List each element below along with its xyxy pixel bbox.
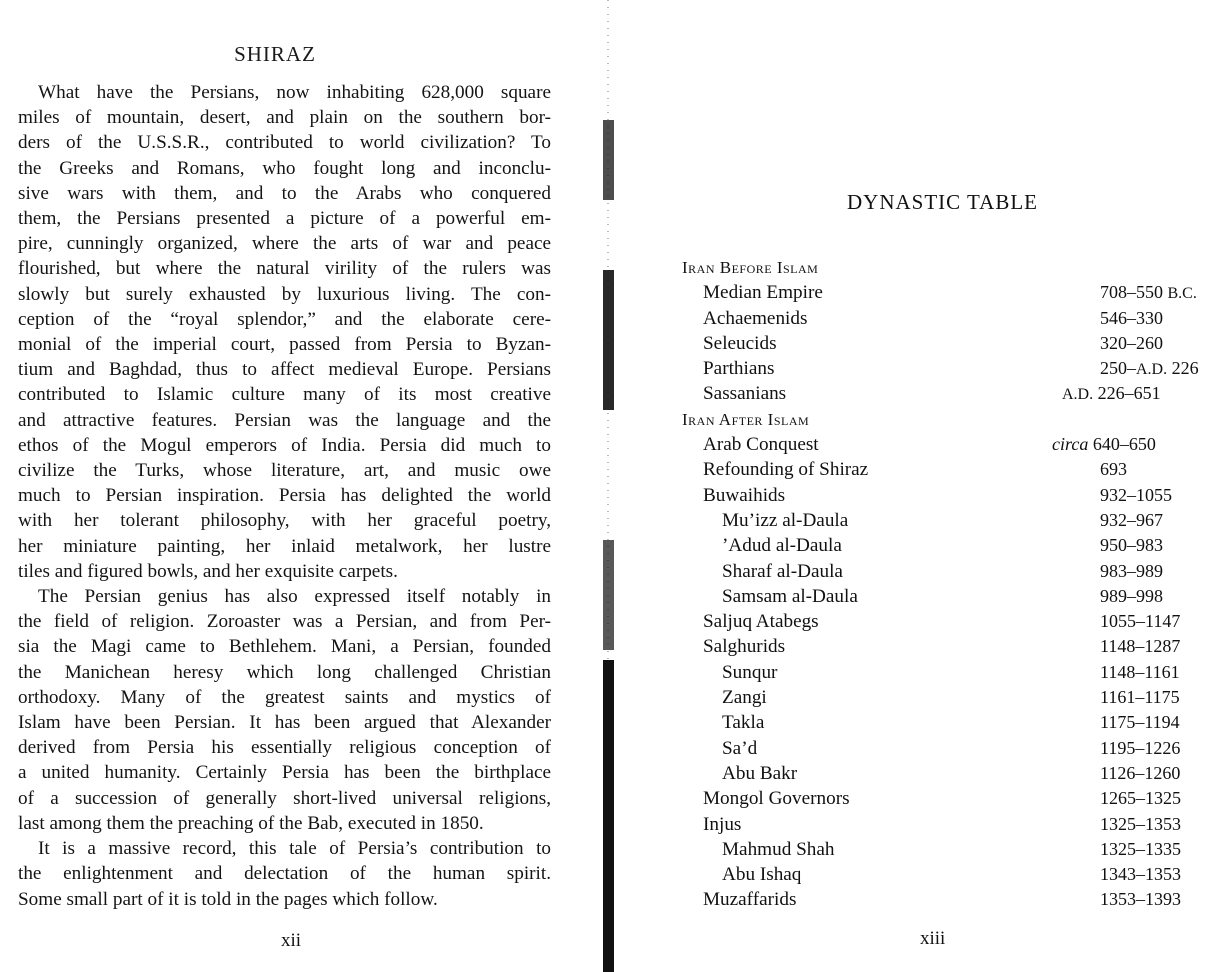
dynasty-name: Sharaf al-Daula	[722, 560, 843, 582]
table-row	[682, 862, 1212, 887]
text-line: sia the Magi came to Bethlehem. Mani, a Persian, founded	[18, 636, 551, 658]
dynasty-dates: 1195–1226	[1100, 737, 1181, 758]
table-row	[682, 584, 1212, 609]
table-row	[682, 432, 1212, 457]
dynasty-dates: 1161–1175	[1100, 687, 1180, 708]
table-row	[682, 533, 1212, 558]
dynasty-name: Iran After Islam	[682, 409, 810, 429]
dynastic-table	[682, 255, 1212, 913]
dynasty-dates: A.D. 226–651	[1062, 383, 1161, 404]
dynasty-name: Takla	[722, 712, 765, 734]
gutter-bar	[603, 270, 614, 410]
gutter-bar	[603, 660, 614, 972]
text-line: a united humanity. Certainly Persia has been the birthplace	[18, 762, 551, 784]
dynasty-dates: 1265–1325	[1100, 788, 1181, 809]
dynasty-dates: 1343–1353	[1100, 864, 1181, 885]
dynasty-name: ’Adud al-Daula	[722, 535, 842, 557]
text-line: and attractive features. Persian was the language and the	[18, 409, 551, 431]
table-row	[682, 559, 1212, 584]
dynasty-name: Saljuq Atabegs	[703, 611, 819, 633]
dynasty-name: Refounding of Shiraz	[703, 459, 869, 481]
text-line: ders of the U.S.S.R., contributed to world civilization? To	[18, 132, 551, 154]
dynasty-dates: 1148–1161	[1100, 661, 1180, 682]
left-page	[0, 0, 600, 972]
text-line: contributed to Islamic culture many of its most creative	[18, 384, 551, 406]
text-line: The Persian genius has also expressed itself notably in	[38, 586, 551, 608]
page-title: SHIRAZ	[234, 42, 316, 66]
text-line: What have the Persians, now inhabiting 628,000 square	[38, 82, 551, 103]
dynasty-dates: circa 640–650	[1052, 434, 1156, 455]
dynasty-name: Abu Ishaq	[722, 864, 802, 886]
dynasty-name: Sunqur	[722, 661, 778, 683]
paragraph	[18, 80, 551, 584]
table-row	[682, 710, 1212, 735]
table-section-heading	[682, 255, 1212, 280]
text-line: ethos of the Mogul emperors of India. Persia did much to	[18, 434, 551, 456]
table-row	[682, 356, 1212, 381]
text-line: civilize the Turks, whose literature, art, and music owe	[18, 460, 551, 482]
text-line: pire, cunningly organized, where the arts of war and peace	[18, 233, 551, 255]
dynasty-name: Buwaihids	[703, 484, 786, 506]
dynasty-dates: 1353–1393	[1100, 889, 1181, 910]
page-number: xiii	[920, 928, 946, 949]
body-text	[18, 80, 551, 912]
dynasty-name: Arab Conquest	[703, 434, 819, 456]
dynasty-dates: 983–989	[1100, 560, 1163, 581]
text-line: sive wars with them, and to the Arabs who conquered	[18, 182, 551, 204]
text-line: with her tolerant philosophy, with her graceful poetry,	[18, 510, 551, 532]
text-line: much to Persian inspiration. Persia has delighted the world	[18, 485, 551, 507]
text-line: Some small part of it is told in the pages which follow.	[18, 888, 438, 910]
dynasty-dates: 320–260	[1100, 332, 1163, 353]
text-line: the Greeks and Romans, who fought long and inconclu-	[18, 157, 551, 179]
dynasty-dates: 1325–1353	[1100, 813, 1181, 834]
dynasty-name: Samsam al-Daula	[722, 585, 858, 607]
text-line: tium and Baghdad, thus to affect medieval Europe. Persians	[18, 359, 551, 381]
text-line: the enlightenment and delectation of the human spirit.	[18, 863, 551, 885]
dynasty-name: Seleucids	[703, 332, 777, 354]
dynasty-dates: 1055–1147	[1100, 611, 1181, 632]
gutter-bar	[603, 120, 614, 200]
dynasty-name: Zangi	[722, 687, 767, 709]
text-line: ception of the “royal splendor,” and the elaborate cere-	[18, 308, 551, 330]
dynasty-dates: 1148–1287	[1100, 636, 1181, 657]
dynasty-name: Iran Before Islam	[682, 258, 819, 277]
dynasty-name: Sassanians	[703, 383, 787, 405]
dynasty-dates: 1175–1194	[1100, 712, 1180, 733]
dynasty-dates: 1325–1335	[1100, 838, 1181, 859]
table-row	[682, 685, 1212, 710]
dynasty-name: Mu’izz al-Daula	[722, 509, 849, 531]
table-row	[682, 786, 1212, 811]
page-title: DYNASTIC TABLE	[846, 190, 1038, 214]
table-row	[682, 306, 1212, 331]
table-row	[682, 331, 1212, 356]
table-row	[682, 634, 1212, 659]
table-row	[682, 736, 1212, 761]
text-line: of a succession of generally short-lived universal religions,	[18, 787, 551, 809]
table-row	[682, 381, 1212, 406]
text-line: Islam have been Persian. It has been argued that Alexander	[18, 712, 551, 734]
page-number: xii	[280, 930, 302, 951]
table-row	[682, 887, 1212, 912]
text-line: the field of religion. Zoroaster was a Persian, and from Per-	[18, 611, 551, 633]
dynasty-name: Muzaffarids	[703, 889, 797, 911]
table-row	[682, 609, 1212, 634]
text-line: monial of the imperial court, passed from Persia to Byzan-	[18, 334, 551, 356]
dynasty-name: Abu Bakr	[722, 762, 798, 784]
table-row	[682, 812, 1212, 837]
text-line: derived from Persia his essentially religious conception of	[18, 737, 551, 759]
dynasty-dates: 708–550 B.C.	[1100, 282, 1197, 303]
dynasty-dates: 693	[1100, 459, 1127, 480]
text-line: her miniature painting, her inlaid metalwork, her lustre	[18, 535, 551, 557]
table-row	[682, 457, 1212, 482]
gutter-bar	[603, 540, 614, 650]
dynasty-name: Mongol Governors	[703, 788, 850, 810]
text-line: last among them the preaching of the Bab, executed in 1850.	[18, 812, 484, 834]
dynasty-name: Salghurids	[703, 636, 786, 658]
dynasty-name: Sa’d	[722, 737, 758, 759]
dynasty-name: Median Empire	[703, 282, 823, 304]
paragraph	[18, 836, 551, 912]
dynasty-dates: 932–967	[1100, 509, 1163, 530]
table-section-heading	[682, 407, 1212, 432]
text-line: them, the Persians presented a picture of a powerful em-	[18, 208, 551, 230]
table-row	[682, 660, 1212, 685]
dynasty-dates: 546–330	[1100, 307, 1163, 328]
dynasty-name: Mahmud Shah	[722, 838, 835, 860]
table-row	[682, 761, 1212, 786]
dynasty-dates: 950–983	[1100, 535, 1163, 556]
text-line: the Manichean heresy which long challenged Christian	[18, 661, 551, 683]
text-line: orthodoxy. Many of the greatest saints and mystics of	[18, 686, 551, 708]
dynasty-dates: 932–1055	[1100, 484, 1172, 505]
text-line: It is a massive record, this tale of Persia’s contribution to	[38, 838, 551, 860]
dynasty-name: Injus	[703, 813, 742, 835]
paragraph	[18, 584, 551, 836]
dynasty-name: Achaemenids	[703, 307, 808, 329]
dynasty-dates: 989–998	[1100, 585, 1163, 606]
table-row	[682, 280, 1212, 305]
text-line: miles of mountain, desert, and plain on the southern bor-	[18, 107, 551, 129]
dynasty-name: Parthians	[703, 358, 775, 380]
text-line: slowly but surely exhausted by luxurious living. The con-	[18, 283, 551, 305]
table-row	[682, 837, 1212, 862]
right-page	[620, 0, 1220, 972]
table-row	[682, 483, 1212, 508]
table-row	[682, 508, 1212, 533]
dynasty-dates: 250–A.D. 226	[1100, 358, 1199, 379]
dynasty-dates: 1126–1260	[1100, 762, 1181, 783]
text-line: tiles and figured bowls, and her exquisite carpets.	[18, 560, 398, 582]
text-line: flourished, but where the natural virility of the rulers was	[18, 258, 551, 280]
